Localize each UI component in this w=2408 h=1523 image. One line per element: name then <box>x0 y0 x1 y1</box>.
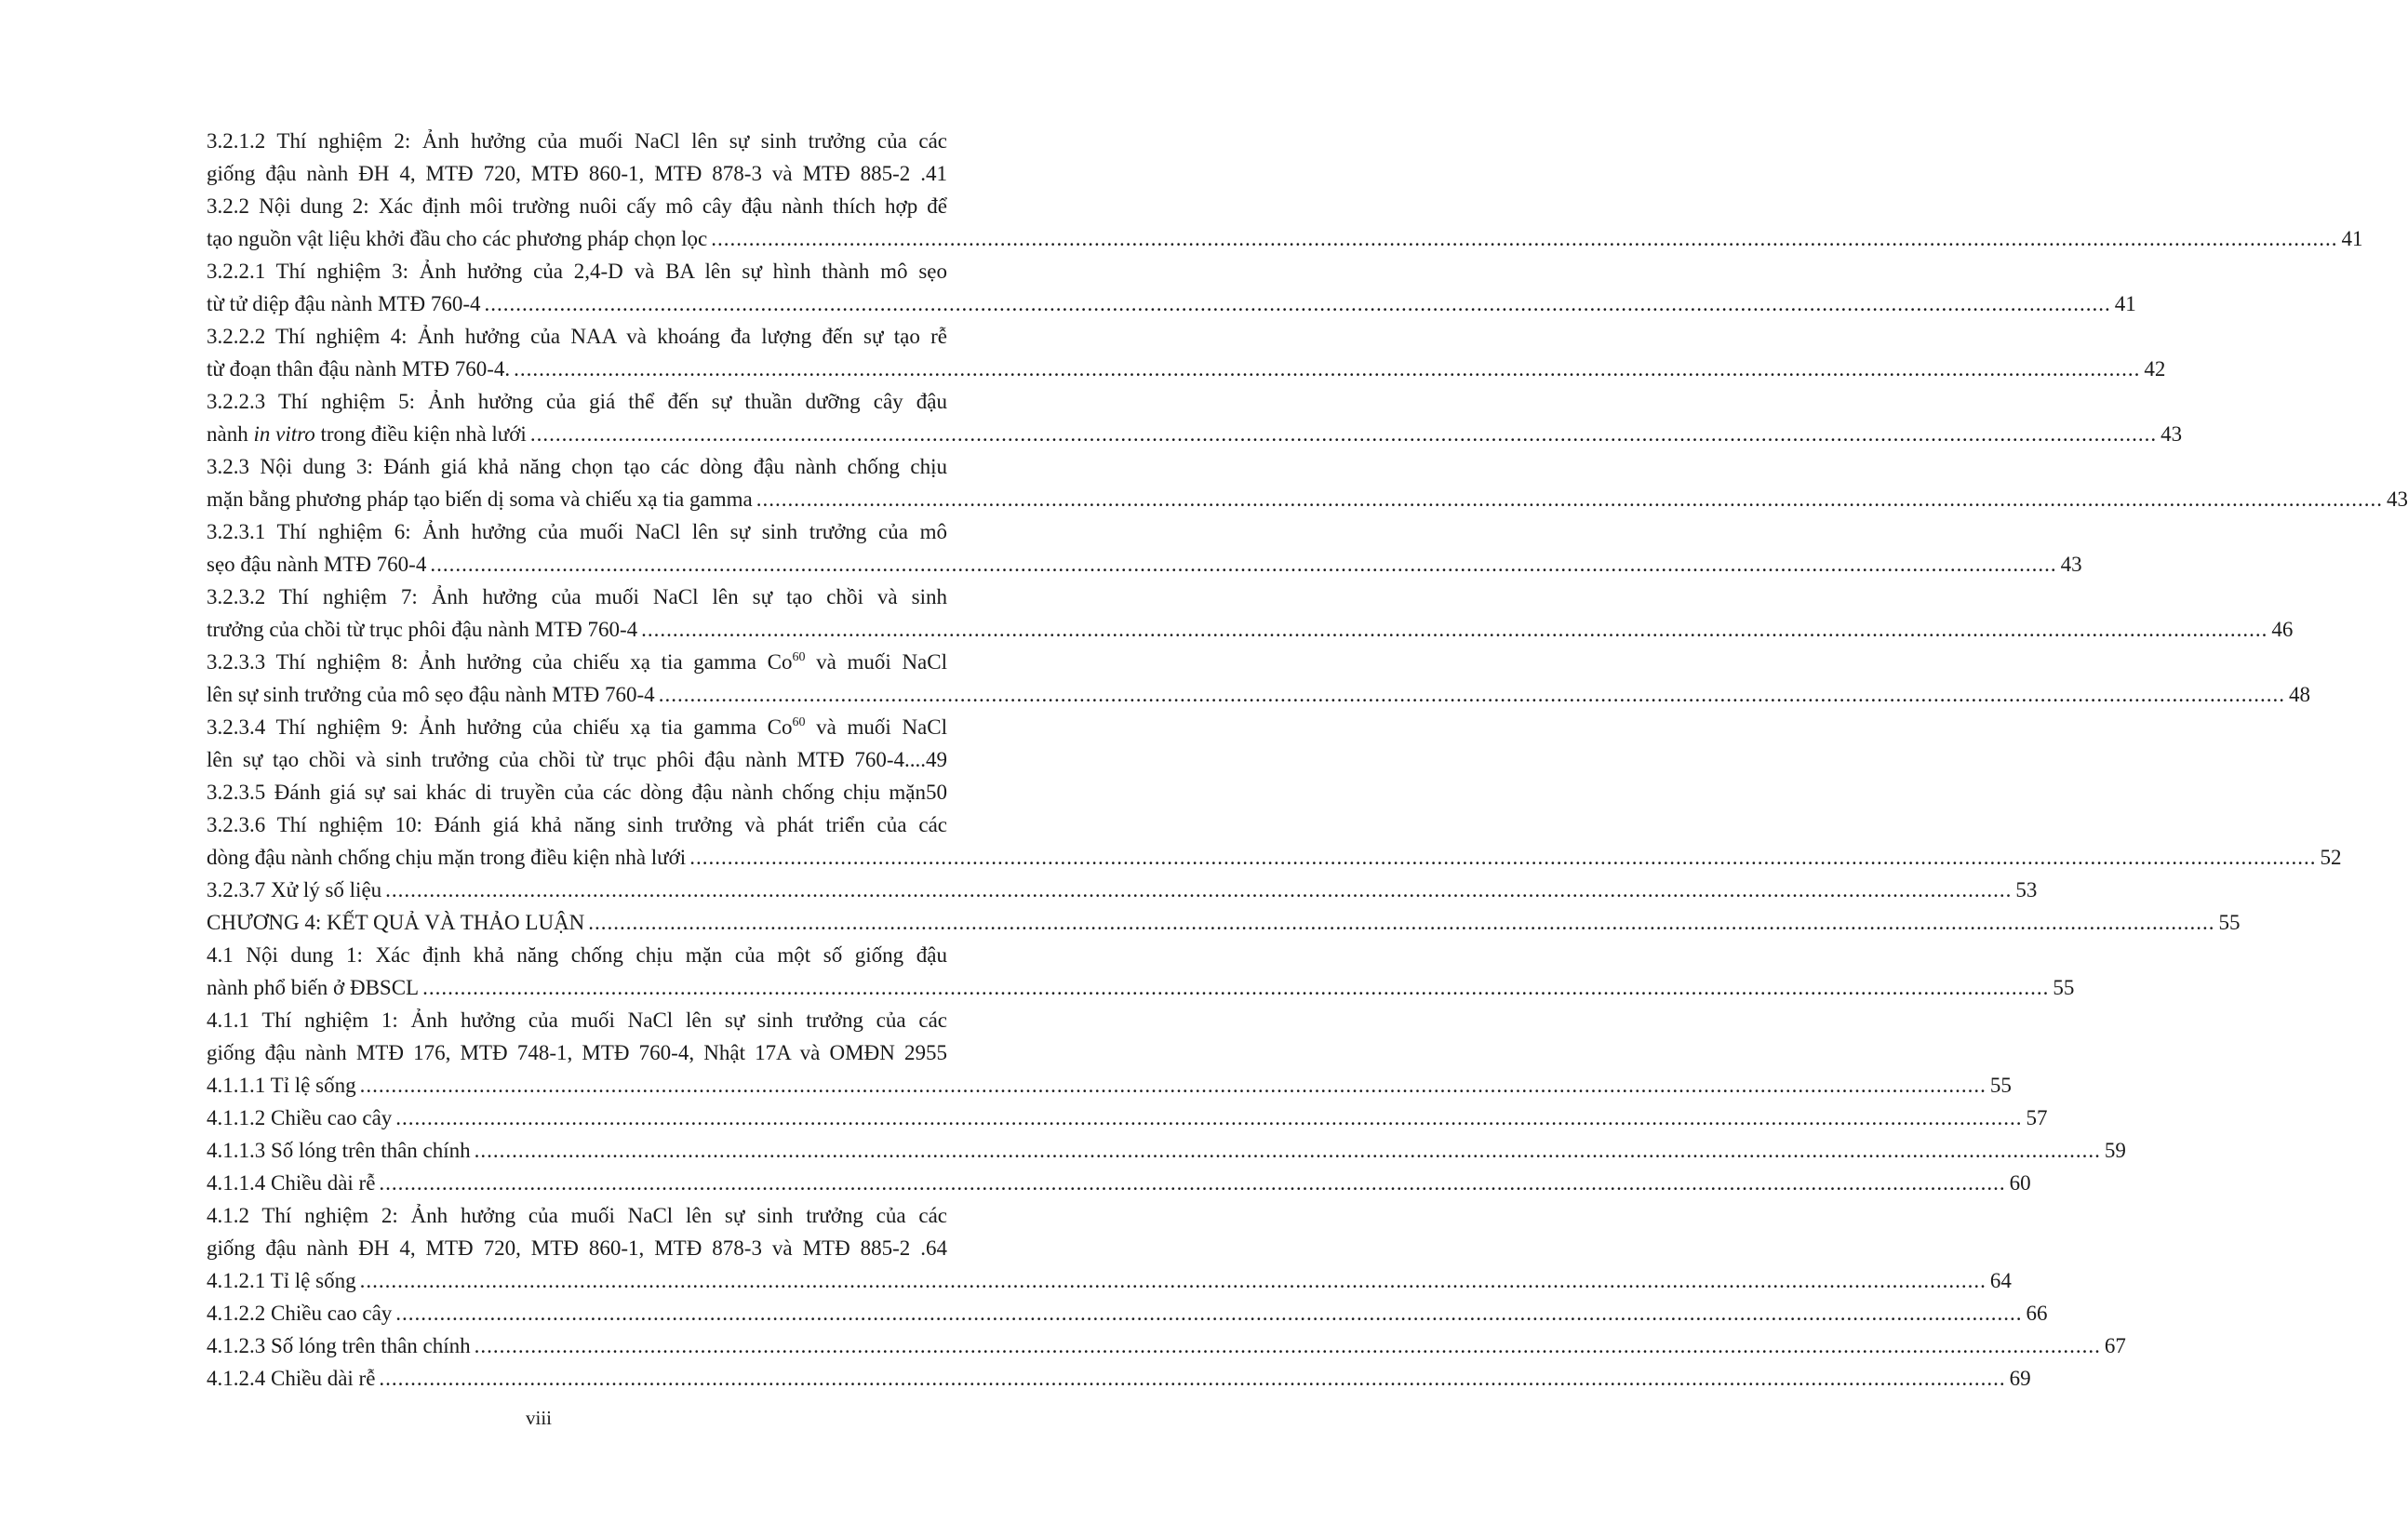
dot-leader <box>641 613 2268 646</box>
toc-entry-line-1: 3.2.3.6 Thí nghiệm 10: Đánh giá khả năng sinh trưởng và phát triển của các <box>207 813 947 836</box>
toc-entry-3-2-2-1[interactable] <box>207 255 2136 320</box>
dot-leader <box>514 353 2140 385</box>
toc-entry-line-1: 3.2.3.7 Xử lý số liệu <box>207 878 382 902</box>
dot-leader <box>430 548 2056 581</box>
toc-entry-3-2-3-4[interactable] <box>207 711 947 776</box>
toc-page-number: 64 <box>926 1236 947 1260</box>
dot-leader <box>485 287 2111 320</box>
toc-page-number: 41 <box>2114 292 2136 315</box>
toc-entry-line-2: mặn bằng phương pháp tạo biến dị soma và chiếu xạ tia gamma <box>207 488 753 511</box>
toc-entry-line-1: 3.2.3.2 Thí nghiệm 7: Ảnh hưởng của muối NaCl lên sự tạo chồi và sinh <box>207 585 947 608</box>
toc-entry-3-2-3-2[interactable] <box>207 581 2294 646</box>
toc-entry-4-1-2[interactable] <box>207 1199 947 1264</box>
toc-entry-4-1-1-1[interactable] <box>207 1069 2012 1102</box>
toc-entry-4-1[interactable] <box>207 939 2075 1004</box>
toc-entry-4-1-1-3[interactable] <box>207 1134 2126 1167</box>
toc-page-number: 43 <box>2161 422 2183 446</box>
toc-entry-line-1: 4.1.1.4 Chiều dài rễ <box>207 1171 376 1195</box>
toc-entry-line-2: dòng đậu nành chống chịu mặn trong điều kiện nhà lưới <box>207 846 687 869</box>
toc-entry-3-2-2-2[interactable] <box>207 320 2166 385</box>
toc-entry-4-1-2-3[interactable] <box>207 1329 2126 1362</box>
toc-entry-line-1: 4.1.1 Thí nghiệm 1: Ảnh hưởng của muối NaCl lên sự sinh trưởng của các <box>207 1009 947 1032</box>
toc-entry-4-1-1-2[interactable] <box>207 1102 2048 1134</box>
toc-page-number: 57 <box>2026 1106 2048 1129</box>
toc-entry-line-1: 3.2.3.5 Đánh giá sự sai khác di truyền của các dòng đậu nành chống chịu mặn <box>207 781 926 804</box>
toc-entry-line-1: CHƯƠNG 4: KẾT QUẢ VÀ THẢO LUẬN <box>207 911 585 934</box>
toc-entry-3-2-3[interactable] <box>207 450 2408 515</box>
dot-leader <box>360 1069 1987 1102</box>
dot-leader <box>711 222 2337 255</box>
dot-leader <box>422 971 2049 1004</box>
toc-page-number: 55 <box>2053 976 2075 999</box>
toc-entry-3-2-3-5[interactable] <box>207 776 947 808</box>
toc-page-number: 66 <box>2026 1302 2048 1325</box>
toc-entry-4-1-2-1[interactable] <box>207 1264 2012 1297</box>
table-of-contents <box>207 125 2408 1395</box>
toc-entry-4-1-2-2[interactable] <box>207 1297 2048 1329</box>
toc-entry-line-1: 3.2.2.3 Thí nghiệm 5: Ảnh hưởng của giá thể đến sự thuần dưỡng cây đậu <box>207 390 947 413</box>
toc-entry-3-2-3-6[interactable] <box>207 808 2342 874</box>
toc-entry-line-1: 3.2.2 Nội dung 2: Xác định môi trường nuôi cấy mô cây đậu nành thích hợp để <box>207 194 947 218</box>
toc-page-number: 60 <box>2009 1171 2031 1195</box>
toc-entry-3-2-2-3[interactable] <box>207 385 2183 450</box>
toc-entry-line-1: 4.1.1.2 Chiều cao cây <box>207 1106 393 1129</box>
superscript: 60 <box>792 650 806 664</box>
toc-entry-line-2: giống đậu nành ĐH 4, MTĐ 720, MTĐ 860-1, MTĐ 878-3 và MTĐ 885-2 . <box>207 1236 926 1260</box>
toc-page-number: 41 <box>2341 227 2363 250</box>
toc-entry-3-2-3-3[interactable] <box>207 646 2310 711</box>
page-number-footer: viii <box>525 1407 552 1429</box>
toc-page-number: 42 <box>2144 357 2166 381</box>
toc-page-number: 67 <box>2104 1334 2126 1357</box>
toc-entry-line-2: tạo nguồn vật liệu khởi đầu cho các phương pháp chọn lọc <box>207 227 708 250</box>
dot-leader <box>530 418 2157 450</box>
toc-entry-line-2: sẹo đậu nành MTĐ 760-4 <box>207 553 427 576</box>
toc-entry-line-1: 4.1.1.1 Tỉ lệ sống <box>207 1074 356 1097</box>
toc-entry-line-2: lên sự sinh trưởng của mô sẹo đậu nành MTĐ 760-4 <box>207 683 655 706</box>
toc-page-number: 41 <box>926 162 947 185</box>
toc-entry-line-1: 4.1.1.3 Số lóng trên thân chính <box>207 1139 471 1162</box>
dot-leader <box>379 1362 2005 1395</box>
toc-entry-line-1: 3.2.3.1 Thí nghiệm 6: Ảnh hưởng của muối NaCl lên sự sinh trưởng của mô <box>207 520 947 543</box>
dot-leader <box>659 678 2285 711</box>
dot-leader <box>360 1264 1987 1297</box>
toc-entry-3-2-3-7[interactable] <box>207 874 2038 906</box>
toc-entry-line-2: giống đậu nành ĐH 4, MTĐ 720, MTĐ 860-1, MTĐ 878-3 và MTĐ 885-2 . <box>207 162 926 185</box>
toc-entry-4-1-1[interactable] <box>207 1004 947 1069</box>
toc-entry-line-1: 4.1.2.3 Số lóng trên thân chính <box>207 1334 471 1357</box>
toc-entry-line-2: từ đoạn thân đậu nành MTĐ 760-4. <box>207 357 511 381</box>
dot-leader <box>379 1167 2005 1199</box>
dot-leader <box>395 1297 2022 1329</box>
toc-page-number: 46 <box>2271 618 2294 641</box>
toc-entry-line-2: từ tử diệp đậu nành MTĐ 760-4 <box>207 292 481 315</box>
toc-entry-line-2: nành phổ biến ở ĐBSCL <box>207 976 420 999</box>
toc-entry-line-1: 3.2.2.2 Thí nghiệm 4: Ảnh hưởng của NAA và khoáng đa lượng đến sự tạo rễ <box>207 325 947 348</box>
toc-page-number: 59 <box>2104 1139 2126 1162</box>
toc-page-number: 48 <box>2288 683 2310 706</box>
toc-entry-chapter-4[interactable] <box>207 906 2241 939</box>
toc-page-number: 52 <box>2320 846 2342 869</box>
toc-entry-line-1: 3.2.3 Nội dung 3: Đánh giá khả năng chọn tạo các dòng đậu nành chống chịu <box>207 455 947 478</box>
toc-entry-line-1: 3.2.2.1 Thí nghiệm 3: Ảnh hưởng của 2,4-D và BA lên sự hình thành mô sẹo <box>207 260 947 283</box>
toc-entry-line-1: 4.1.2 Thí nghiệm 2: Ảnh hưởng của muối NaCl lên sự sinh trưởng của các <box>207 1204 947 1227</box>
dot-leader <box>475 1329 2101 1362</box>
toc-entry-line-2: nành in vitro trong điều kiện nhà lưới <box>207 422 527 446</box>
toc-entry-4-1-2-4[interactable] <box>207 1362 2031 1395</box>
dot-leader <box>756 483 2383 515</box>
toc-page-number: 69 <box>2009 1367 2031 1390</box>
toc-entry-line-1: 4.1 Nội dung 1: Xác định khả năng chống chịu mặn của một số giống đậu <box>207 943 947 967</box>
toc-entry-line-2: trưởng của chồi từ trục phôi đậu nành MTĐ 760-4 <box>207 618 638 641</box>
toc-entry-line-1: 3.2.1.2 Thí nghiệm 2: Ảnh hưởng của muối NaCl lên sự sinh trưởng của các <box>207 129 947 153</box>
toc-page-number: 43 <box>2386 488 2408 511</box>
toc-page-number: 50 <box>926 781 947 804</box>
toc-entry-line-2: giống đậu nành MTĐ 176, MTĐ 748-1, MTĐ 760-4, Nhật 17A và OMĐN 2955 <box>207 1041 947 1064</box>
toc-page-number: 55 <box>1989 1074 2012 1097</box>
toc-entry-3-2-2[interactable] <box>207 190 2363 255</box>
dot-leader <box>588 906 2214 939</box>
toc-page-number: 53 <box>2015 878 2038 902</box>
toc-page-number: 55 <box>2218 911 2241 934</box>
toc-entry-3-2-3-1[interactable] <box>207 515 2082 581</box>
dot-leader <box>385 874 2012 906</box>
toc-entry-line-1: 3.2.3.3 Thí nghiệm 8: Ảnh hưởng của chiếu xạ tia gamma Co$^{60}$ và muối NaCl <box>207 650 947 674</box>
dot-leader <box>689 841 2316 874</box>
toc-entry-line-1: 4.1.2.4 Chiều dài rễ <box>207 1367 376 1390</box>
dot-leader <box>475 1134 2101 1167</box>
superscript: 60 <box>792 715 806 729</box>
toc-entry-line-1: 4.1.2.1 Tỉ lệ sống <box>207 1269 356 1292</box>
toc-entry-3-2-1-2[interactable] <box>207 125 947 190</box>
toc-entry-line-1: 4.1.2.2 Chiều cao cây <box>207 1302 393 1325</box>
toc-page-number: 64 <box>1989 1269 2012 1292</box>
toc-page-number: 43 <box>2060 553 2082 576</box>
toc-entry-line-2: lên sự tạo chồi và sinh trưởng của chồi từ trục phôi đậu nành MTĐ 760-4.... <box>207 748 926 771</box>
dot-leader <box>395 1102 2022 1134</box>
toc-entry-line-1: 3.2.3.4 Thí nghiệm 9: Ảnh hưởng của chiếu xạ tia gamma Co$^{60}$ và muối NaCl <box>207 715 947 739</box>
toc-page-number: 49 <box>926 748 947 771</box>
toc-entry-4-1-1-4[interactable] <box>207 1167 2031 1199</box>
